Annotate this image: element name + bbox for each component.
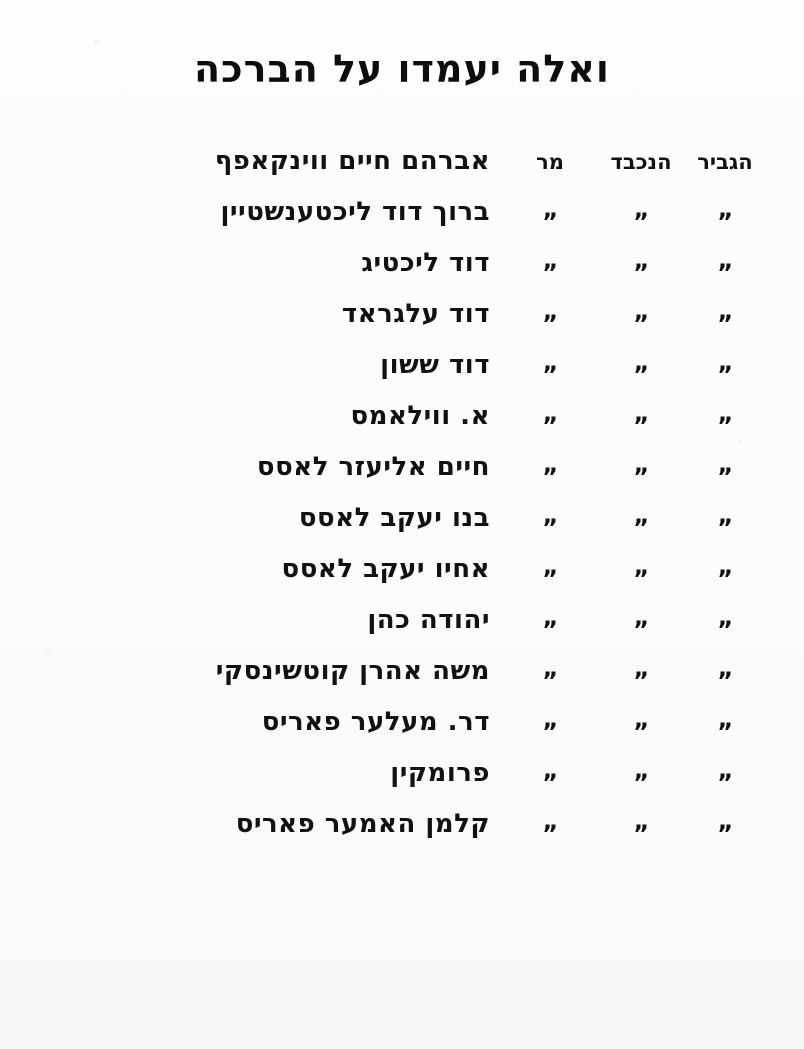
entry-honorific-primary: „	[717, 399, 733, 427]
list-item	[40, 656, 764, 707]
entry-name: דוד ליכטיג	[361, 248, 490, 278]
entry-name: חיים אליעזר לאסס	[256, 452, 490, 482]
entry-honorific-secondary: „	[633, 450, 649, 478]
entry-name: דוד ששון	[380, 350, 490, 380]
list-item	[40, 707, 764, 758]
list-item	[40, 248, 764, 299]
entry-honorific-primary: „	[717, 756, 733, 784]
entry-honorific-secondary: „	[633, 195, 649, 223]
entry-name: בנו יעקב לאסס	[298, 503, 490, 533]
entry-honorific-primary: „	[717, 807, 733, 835]
entry-honorific-secondary: „	[633, 348, 649, 376]
entry-name: משה אהרן קוטשינסקי	[215, 656, 490, 686]
list-item	[40, 554, 764, 605]
entry-honorific-primary: „	[717, 450, 733, 478]
entry-title-mr: „	[542, 705, 558, 733]
entry-title-mr: „	[542, 756, 558, 784]
entry-title-mr: „	[542, 807, 558, 835]
entry-name: א. ווילאמס	[350, 401, 490, 431]
entry-title-mr: „	[542, 603, 558, 631]
entry-honorific-primary: „	[717, 501, 733, 529]
entry-honorific-secondary: „	[633, 705, 649, 733]
entry-honorific-primary: „	[717, 195, 733, 223]
entry-title-mr: „	[542, 552, 558, 580]
list-item	[40, 452, 764, 503]
entry-honorific-primary: „	[717, 603, 733, 631]
entry-honorific-secondary: הנכבד	[610, 150, 672, 174]
entry-title-mr: „	[542, 399, 558, 427]
list-item	[40, 401, 764, 452]
entry-title-mr: „	[542, 348, 558, 376]
entry-name: אברהם חיים ווינקאפף	[214, 146, 490, 176]
entry-honorific-secondary: „	[633, 807, 649, 835]
entry-title-mr: „	[542, 297, 558, 325]
entry-name: אחיו יעקב לאסס	[281, 554, 490, 584]
entry-honorific-primary: „	[717, 654, 733, 682]
entry-honorific-primary: „	[717, 348, 733, 376]
list-item	[40, 758, 764, 809]
entry-honorific-secondary: „	[633, 501, 649, 529]
entry-honorific-secondary: „	[633, 297, 649, 325]
entry-title-mr: „	[542, 450, 558, 478]
entry-honorific-primary: „	[717, 552, 733, 580]
entry-name: דר. מעלער פאריס	[261, 707, 490, 737]
list-item	[40, 146, 764, 197]
page-title: ואלה יעמדו על הברכה	[194, 47, 610, 91]
entry-title-mr: „	[542, 195, 558, 223]
list-item	[40, 350, 764, 401]
entry-honorific-primary: „	[717, 246, 733, 274]
entry-name: ברוך דוד ליכטענשטיין	[220, 197, 490, 227]
entry-honorific-secondary: „	[633, 603, 649, 631]
entry-honorific-secondary: „	[633, 756, 649, 784]
list-item	[40, 503, 764, 554]
entry-name: יהודה כהן	[367, 605, 490, 635]
donor-list	[40, 146, 764, 860]
list-item	[40, 197, 764, 248]
entry-honorific-secondary: „	[633, 399, 649, 427]
entry-name: פרומקין	[390, 758, 490, 788]
entry-title-mr: „	[542, 246, 558, 274]
entry-name: קלמן האמער פאריס	[235, 809, 490, 839]
entry-honorific-secondary: „	[633, 654, 649, 682]
entry-title-mr: „	[542, 654, 558, 682]
entry-honorific-secondary: „	[633, 246, 649, 274]
entry-title-mr: „	[542, 501, 558, 529]
entry-title-mr: מר	[536, 150, 564, 174]
list-item	[40, 605, 764, 656]
entry-honorific-primary: „	[717, 297, 733, 325]
list-item	[40, 809, 764, 860]
entry-name: דוד עלגראד	[341, 299, 490, 329]
list-item	[40, 299, 764, 350]
entry-honorific-primary: „	[717, 705, 733, 733]
entry-honorific-primary: הגביר	[697, 150, 753, 174]
entry-honorific-secondary: „	[633, 552, 649, 580]
